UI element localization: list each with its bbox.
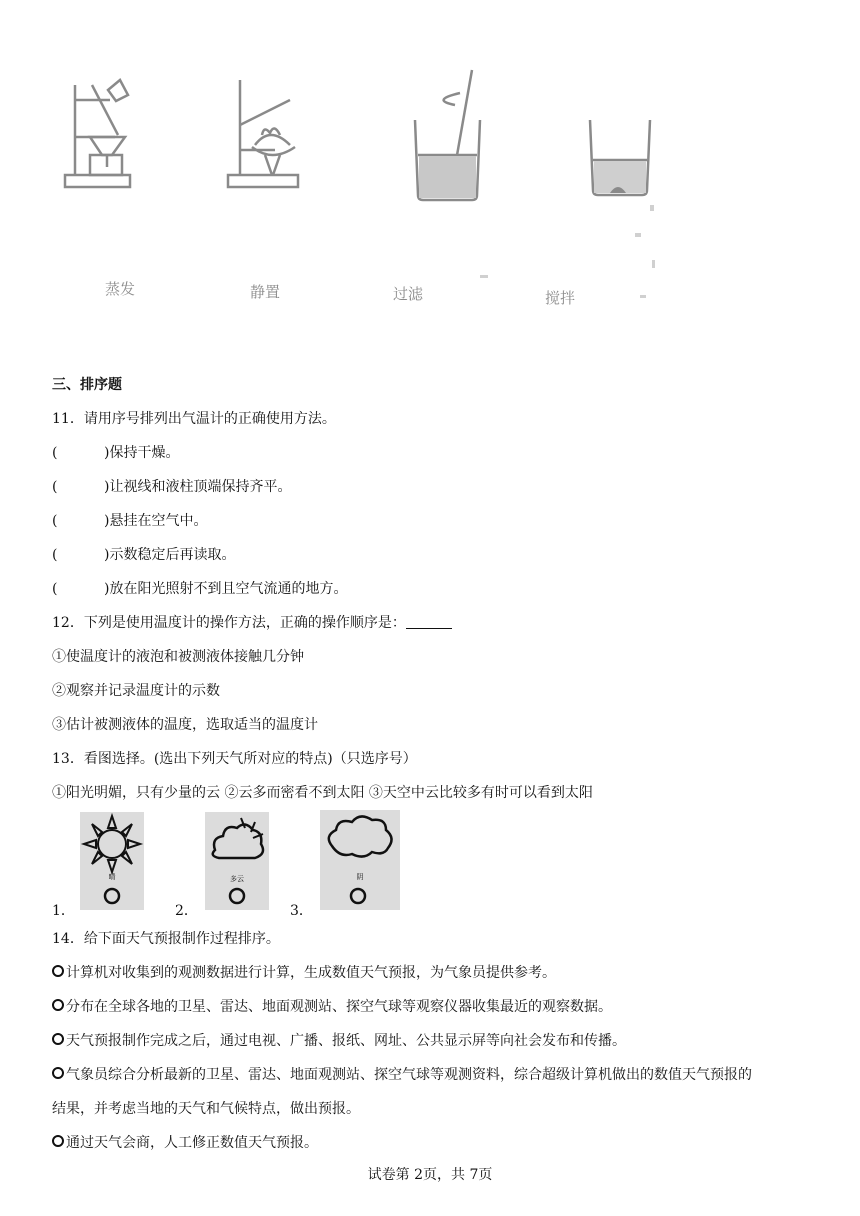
q11-item: ( )放在阳光照射不到且空气流通的地方。 xyxy=(52,581,348,597)
answer-blank[interactable]: ( xyxy=(52,445,58,461)
answer-blank[interactable]: ( xyxy=(52,479,58,495)
q14-item-continued: 结果，并考虑当地的天气和气候特点，做出预报。 xyxy=(52,1101,360,1117)
weather-caption: 阴 xyxy=(356,873,364,881)
q14-item: 气象员综合分析最新的卫星、雷达、地面观测站、探空气球等观测资料，综合超级计算机做出的数值天气预报的 xyxy=(52,1066,752,1084)
weather-caption: 晴 xyxy=(108,873,116,881)
lab-apparatus-illustration xyxy=(50,55,670,325)
q14-item: 计算机对收集到的观测数据进行计算，生成数值天气预报，为气象员提供参考。 xyxy=(52,964,556,982)
q12-stem: 12．下列是使用温度计的操作方法，正确的操作顺序是： xyxy=(52,614,452,632)
q13-stem: 13．看图选择。(选出下列天气所对应的特点)（只选序号） xyxy=(52,751,417,767)
weather-card-partly-cloudy xyxy=(205,812,269,910)
sun-icon xyxy=(80,812,144,910)
q11-item: ( )保持干燥。 xyxy=(52,445,180,461)
q11-item: ( )悬挂在空气中。 xyxy=(52,513,208,529)
q11-stem: 11．请用序号排列出气温计的正确使用方法。 xyxy=(52,411,336,427)
bullet-icon xyxy=(52,1033,64,1045)
experiment-figure xyxy=(50,55,670,325)
figure-label-filtering: 过滤 xyxy=(393,285,424,303)
q14-stem: 14．给下面天气预报制作过程排序。 xyxy=(52,931,280,947)
q12-step: ③估计被测液体的温度，选取适当的温度计 xyxy=(52,717,318,733)
weather-card-overcast xyxy=(320,810,400,910)
weather-card-sunny xyxy=(80,812,144,910)
bullet-icon xyxy=(52,999,64,1011)
figure-label-settling: 静置 xyxy=(250,283,281,301)
weather-card-number: 3． xyxy=(290,903,313,919)
answer-blank-line[interactable] xyxy=(406,614,452,629)
figure-label-stirring: 搅拌 xyxy=(545,289,576,307)
weather-card-number: 2． xyxy=(175,903,198,919)
page-footer: 试卷第 2页，共 7页 xyxy=(367,1167,493,1183)
answer-blank[interactable]: ( xyxy=(52,547,58,563)
answer-blank[interactable]: ( xyxy=(52,581,58,597)
weather-card-number: 1． xyxy=(52,903,75,919)
overcast-icon xyxy=(320,810,400,910)
bullet-icon xyxy=(52,1135,64,1147)
q14-item: 通过天气会商，人工修正数值天气预报。 xyxy=(52,1134,318,1152)
q13-options: ①阳光明媚，只有少量的云 ②云多而密看不到太阳 ③天空中云比较多有时可以看到太阳 xyxy=(52,785,593,801)
bullet-icon xyxy=(52,1067,64,1079)
bullet-icon xyxy=(52,965,64,977)
q12-step: ①使温度计的液泡和被测液体接触几分钟 xyxy=(52,649,304,665)
q12-step: ②观察并记录温度计的示数 xyxy=(52,683,220,699)
q14-item: 天气预报制作完成之后，通过电视、广播、报纸、网址、公共显示屏等向社会发布和传播。 xyxy=(52,1032,626,1050)
q14-item: 分布在全球各地的卫星、雷达、地面观测站、探空气球等观察仪器收集最近的观察数据。 xyxy=(52,998,612,1016)
answer-blank[interactable]: ( xyxy=(52,513,58,529)
q11-item: ( )让视线和液柱顶端保持齐平。 xyxy=(52,479,292,495)
q11-item: ( )示数稳定后再读取。 xyxy=(52,547,236,563)
section-title: 三、排序题 xyxy=(52,377,122,393)
weather-caption: 多云 xyxy=(230,875,244,883)
partly-cloudy-icon xyxy=(205,812,269,910)
figure-label-evaporation: 蒸发 xyxy=(105,280,136,298)
